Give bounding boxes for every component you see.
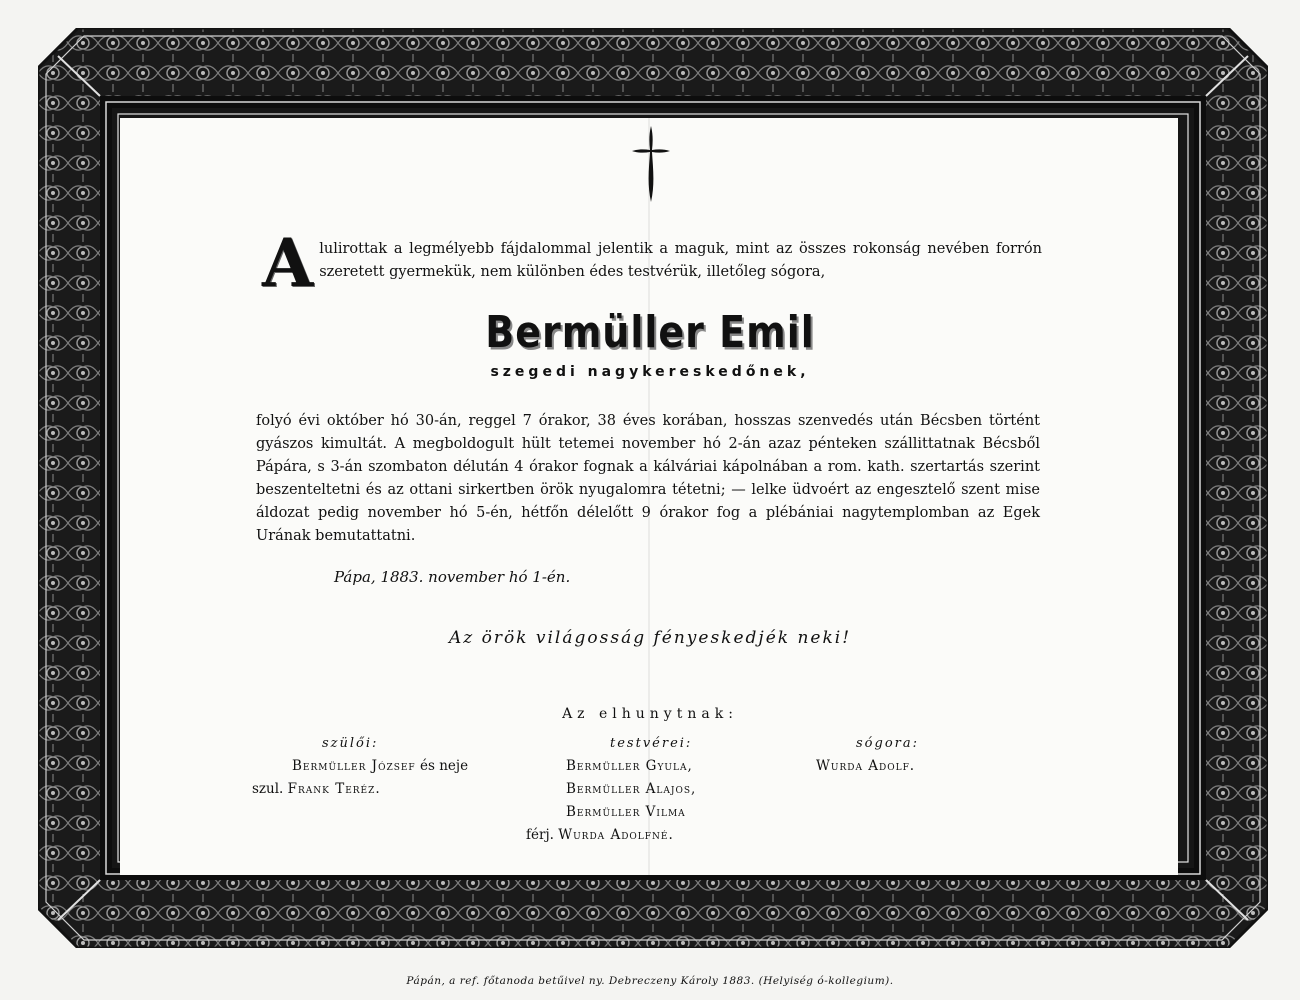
siblings-label: testvérei: — [610, 736, 693, 751]
drop-cap: A — [262, 224, 314, 302]
siblings-column — [526, 732, 756, 847]
parent-suffix: és neje — [419, 758, 469, 774]
sibling-name: Bermüller Alajos, — [566, 781, 697, 797]
deceased-name: Bermüller Emil — [485, 306, 815, 358]
brother-in-law-name: Wurda Adolf. — [816, 758, 916, 774]
brother-in-law-column — [816, 732, 976, 778]
blessing: Az örök világosság fényeskedjék neki! — [448, 628, 852, 648]
printer-footer: Pápán, a ref. főtanoda betűivel ny. Debreczeny Károly 1883. (Helyiség ó-kollegium). — [406, 975, 894, 987]
spouse-prefix: férj. — [526, 827, 554, 843]
sibling-name: Wurda Adolfné. — [558, 827, 674, 843]
intro-text: lulirottak a legmélyebb fájdalommal jelentik a maguk, mint az összes rokonság nevében forrón szeretett gyermekük, nem különben édes testvérük, illetőleg sógora, — [319, 241, 1042, 280]
dateline: Pápa, 1883. november hó 1-én. — [334, 568, 571, 586]
sibling-name: Bermüller Vilma — [566, 804, 686, 820]
intro-paragraph — [262, 224, 1042, 302]
sibling-name: Bermüller Gyula, — [566, 758, 693, 774]
cross-icon — [630, 124, 672, 204]
maiden-prefix: szul. — [252, 781, 284, 797]
parents-label: szülői: — [322, 736, 379, 751]
mourners-heading: Az elhunytnak: — [562, 706, 738, 722]
parent-name: Bermüller József — [292, 758, 416, 774]
parent-name: Frank Teréz. — [287, 781, 381, 797]
parents-column — [252, 732, 522, 801]
body-paragraph: folyó évi október hó 30-án, reggel 7 órakor, 38 éves korában, hosszas szenvedés után Bécsben történt gyászos kimultát. A megboldogult hült tetemei november hó 2-án azaz pénteken szállittatnak Bécsből Pápára, s 3-án szombaton délután 4 órakor fognak a kálváriai kápolnában a rom. kath. szertartás szerint beszenteltetni és az ottani sirkertben örök nyugalomra tétetni; — lelke üdvoért az engesztelő szent mise áldozat pedig november hó 5-én, hétfőn délelőtt 9 órakor fog a plébániai nagytemplomban az Egek Urának bemutattatni. — [256, 413, 1040, 544]
brother-in-law-label: sógora: — [856, 736, 919, 751]
deceased-title: szegedi nagykereskedőnek, — [490, 364, 810, 380]
